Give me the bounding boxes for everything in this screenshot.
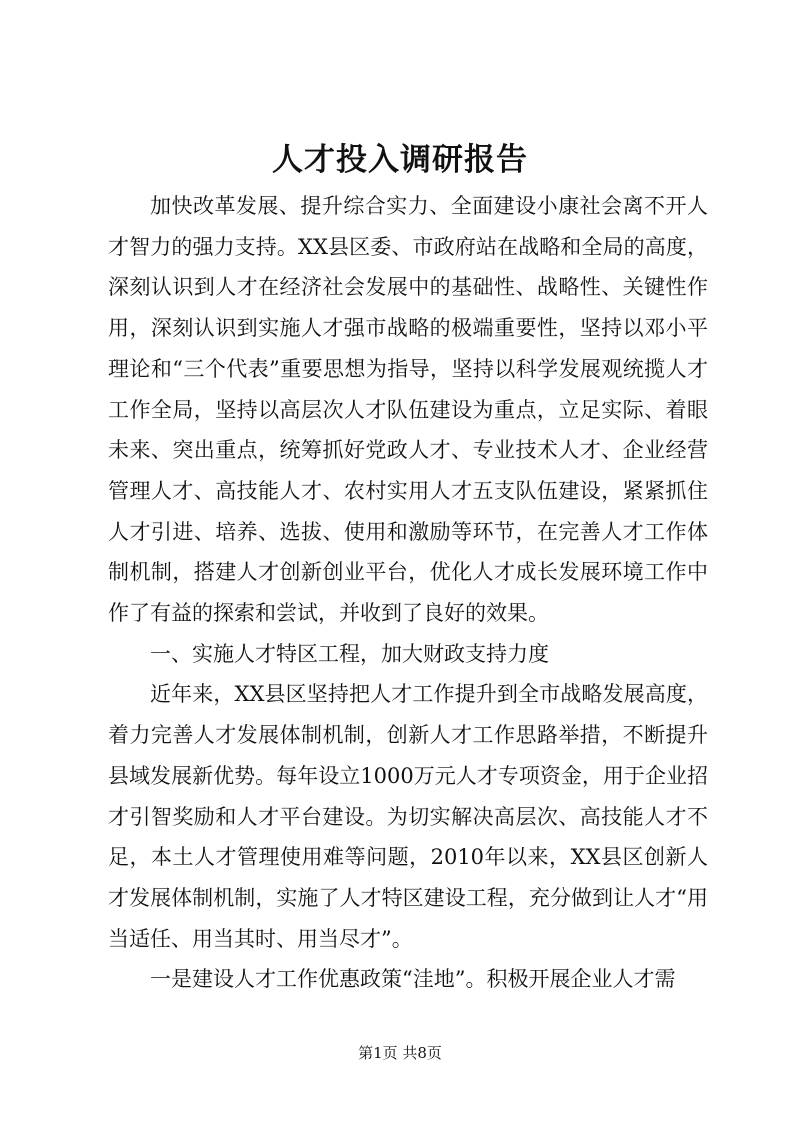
page-footer: 第1页 共8页 <box>358 1044 442 1062</box>
intro-paragraph: 加快改革发展、提升综合实力、全面建设小康社会离不开人才智力的强力支持。XX县区委、市政府站在战略和全局的高度，深刻认识到人才在经济社会发展中的基础性、战略性、关键性作用，深刻认识到实施人才强市战略的极端重要性，坚持以邓小平理论和“三个代表”重要思想为指导，坚持以科学发展观统揽人才工作全局，坚持以高层次人才队伍建设为重点，立足实际、着眼未来、突出重点，统筹抓好党政人才、专业技术人才、企业经营管理人才、高技能人才、农村实用人才五支队伍建设，紧紧抓住人才引进、培养、选拔、使用和激励等环节，在完善人才工作体制机制，搭建人才创新创业平台，优化人才成长发展环境工作中作了有益的探索和尝试，并收到了良好的效果。 <box>108 194 708 626</box>
section-1-paragraph: 近年来，XX县区坚持把人才工作提升到全市战略发展高度，着力完善人才发展体制机制，创新人才工作思路举措，不断提升县域发展新优势。每年设立1000万元人才专项资金，用于企业招才引智奖励和人才平台建设。为切实解决高层次、高技能人才不足，本土人才管理使用难等问题，2010年以来，XX县区创新人才发展体制机制，实施了人才特区建设工程，充分做到让人才“用当适任、用当其时、用当尽才”。 <box>108 682 708 951</box>
document-title: 人才投入调研报告 <box>272 142 528 178</box>
section-1-point-1-paragraph: 一是建设人才工作优惠政策“洼地”。积极开展企业人才需 <box>150 967 676 992</box>
section-heading-1: 一、实施人才特区工程，加大财政支持力度 <box>150 641 549 666</box>
document-body <box>108 186 708 1000</box>
